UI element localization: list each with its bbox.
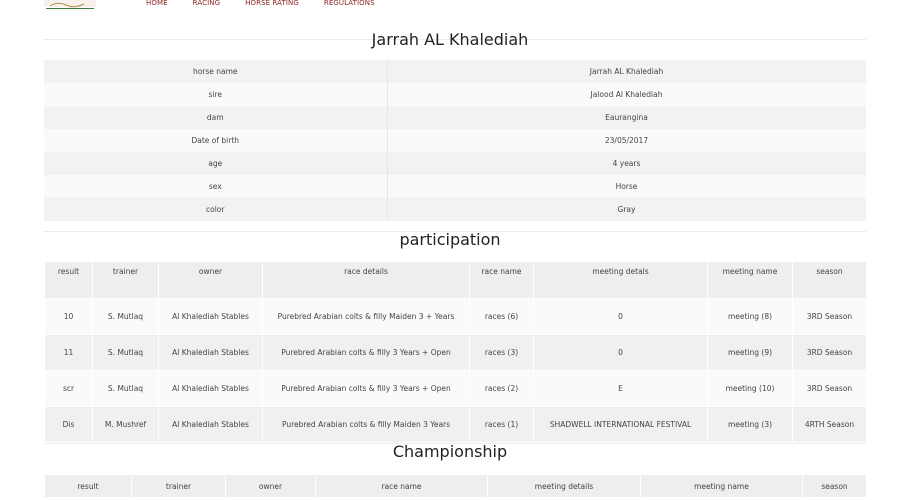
participation-table bbox=[44, 261, 867, 443]
championship-column-header: trainer bbox=[132, 475, 226, 498]
participation-column-header: meeting detals bbox=[534, 262, 708, 299]
participation-column-header: race name bbox=[470, 262, 534, 299]
participation-column-header: trainer bbox=[93, 262, 159, 299]
championship-heading: Championship bbox=[392, 442, 508, 461]
participation-cell: 4RTH Season bbox=[793, 407, 867, 443]
info-value: 4 years bbox=[387, 152, 866, 175]
nav-home[interactable]: HOME bbox=[146, 0, 168, 7]
participation-cell: M. Mushref bbox=[93, 407, 159, 443]
info-row bbox=[44, 175, 866, 198]
main-nav bbox=[146, 0, 400, 7]
info-row bbox=[44, 152, 866, 175]
info-value: Horse bbox=[387, 175, 866, 198]
participation-cell: Dis bbox=[45, 407, 93, 443]
info-label: Date of birth bbox=[44, 129, 387, 152]
championship-column-header: result bbox=[45, 475, 132, 498]
championship-column-header: meeting name bbox=[641, 475, 803, 498]
nav-regulations[interactable]: REGULATIONS bbox=[323, 0, 375, 7]
participation-cell: 10 bbox=[45, 299, 93, 335]
participation-cell: Purebred Arabian colts & filly 3 Years + Open bbox=[263, 371, 470, 407]
participation-cell: meeting (3) bbox=[708, 407, 793, 443]
participation-cell: E bbox=[534, 371, 708, 407]
participation-cell: SHADWELL INTERNATIONAL FESTIVAL bbox=[534, 407, 708, 443]
participation-row bbox=[45, 335, 867, 371]
info-value: Gray bbox=[387, 198, 866, 221]
participation-cell: Al Khalediah Stables bbox=[159, 299, 263, 335]
participation-cell: 0 bbox=[534, 335, 708, 371]
participation-cell: 0 bbox=[534, 299, 708, 335]
info-label: sire bbox=[44, 83, 387, 106]
participation-cell: 3RD Season bbox=[793, 335, 867, 371]
participation-column-header: result bbox=[45, 262, 93, 299]
participation-cell: meeting (8) bbox=[708, 299, 793, 335]
horse-name-heading: Jarrah AL Khalediah bbox=[371, 30, 529, 49]
info-label: dam bbox=[44, 106, 387, 129]
participation-cell: races (3) bbox=[470, 335, 534, 371]
championship-column-header: race name bbox=[316, 475, 488, 498]
info-row bbox=[44, 83, 866, 106]
participation-heading: participation bbox=[399, 230, 501, 249]
participation-cell: S. Mutlaq bbox=[93, 335, 159, 371]
info-row bbox=[44, 106, 866, 129]
participation-row bbox=[45, 299, 867, 335]
info-label: sex bbox=[44, 175, 387, 198]
info-row bbox=[44, 60, 866, 83]
participation-row bbox=[45, 407, 867, 443]
info-row bbox=[44, 198, 866, 221]
top-navigation-bar bbox=[0, 0, 900, 12]
participation-cell: Purebred Arabian colts & filly Maiden 3 + Years bbox=[263, 299, 470, 335]
participation-cell: Al Khalediah Stables bbox=[159, 407, 263, 443]
participation-column-header: owner bbox=[159, 262, 263, 299]
site-logo[interactable] bbox=[44, 0, 96, 10]
info-value: 23/05/2017 bbox=[387, 129, 866, 152]
info-value: Eaurangina bbox=[387, 106, 866, 129]
nav-horse-rating[interactable]: HORSE RATING bbox=[245, 0, 299, 7]
participation-cell: meeting (9) bbox=[708, 335, 793, 371]
participation-cell: races (1) bbox=[470, 407, 534, 443]
participation-cell: 3RD Season bbox=[793, 299, 867, 335]
participation-cell: Al Khalediah Stables bbox=[159, 371, 263, 407]
participation-cell: S. Mutlaq bbox=[93, 299, 159, 335]
participation-cell: Purebred Arabian colts & filly Maiden 3 Years bbox=[263, 407, 470, 443]
nav-racing[interactable]: RACING bbox=[192, 0, 221, 7]
info-value: Jarrah AL Khalediah bbox=[387, 60, 866, 83]
championship-column-header: season bbox=[803, 475, 867, 498]
info-label: age bbox=[44, 152, 387, 175]
participation-cell: Al Khalediah Stables bbox=[159, 335, 263, 371]
participation-column-header: race details bbox=[263, 262, 470, 299]
championship-column-header: owner bbox=[226, 475, 316, 498]
participation-cell: meeting (10) bbox=[708, 371, 793, 407]
championship-column-header: meeting details bbox=[488, 475, 641, 498]
participation-column-header: season bbox=[793, 262, 867, 299]
participation-column-header: meeting name bbox=[708, 262, 793, 299]
info-row bbox=[44, 129, 866, 152]
championship-table bbox=[44, 474, 867, 498]
participation-cell: Purebred Arabian colts & filly 3 Years + Open bbox=[263, 335, 470, 371]
participation-row bbox=[45, 371, 867, 407]
participation-cell: scr bbox=[45, 371, 93, 407]
info-value: Jalood Al Khalediah bbox=[387, 83, 866, 106]
horse-info-table bbox=[44, 60, 867, 221]
participation-cell: 11 bbox=[45, 335, 93, 371]
info-label: horse name bbox=[44, 60, 387, 83]
participation-cell: races (2) bbox=[470, 371, 534, 407]
participation-cell: 3RD Season bbox=[793, 371, 867, 407]
info-label: color bbox=[44, 198, 387, 221]
participation-cell: S. Mutlaq bbox=[93, 371, 159, 407]
participation-cell: races (6) bbox=[470, 299, 534, 335]
